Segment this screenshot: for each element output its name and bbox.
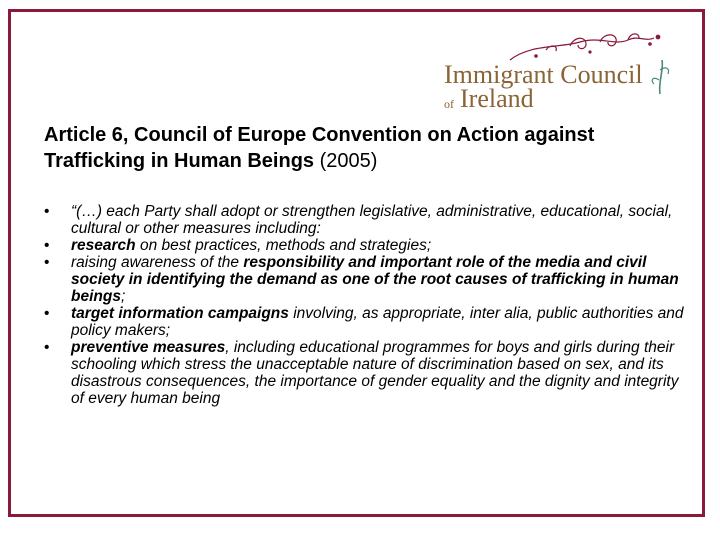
bullet-text-emphasis: research — [71, 237, 136, 254]
bullet-marker: • — [44, 339, 50, 356]
bullet-item — [44, 339, 694, 407]
bullet-text-emphasis: target information campaigns — [71, 305, 289, 322]
bullet-list — [44, 203, 694, 407]
bullet-text: ; — [120, 288, 126, 305]
immigrant-council-logo — [440, 30, 690, 113]
bullet-text: , including educational programmes for boys and girls during their schooling which stress the unacceptable nature of discrimination based on sex, and its disastrous consequences, the importance of gender equality and the dignity and integrity of every human being — [71, 339, 679, 407]
bullet-text: on best practices, methods and strategies; — [135, 237, 432, 254]
slide-title — [44, 122, 684, 174]
bullet-item — [44, 203, 694, 237]
slide-title-main: Article 6, Council of Europe Convention on Action against Trafficking in Human Beings — [44, 124, 595, 172]
bullet-text-emphasis: preventive measures — [71, 339, 226, 356]
bullet-text: raising awareness of the — [71, 254, 244, 271]
logo-text-ireland: Ireland — [460, 84, 534, 113]
logo-text-immigrant-council: Immigrant Council — [444, 60, 643, 89]
bullet-marker: • — [44, 203, 50, 220]
bullet-text: “(…) each Party shall adopt or strengthen legislative, administrative, educational, social, cultural or other measures including: — [71, 203, 673, 237]
bullet-marker: • — [44, 237, 50, 254]
logo-text-of: of — [444, 97, 454, 111]
bullet-marker: • — [44, 305, 50, 322]
bullet-item — [44, 254, 694, 305]
bullet-marker: • — [44, 254, 50, 271]
bullet-text-emphasis: responsibility and important role of the media and civil society in identifying the demand as one of the root causes of trafficking in human beings — [71, 254, 679, 305]
bullet-item — [44, 237, 694, 254]
slide-title-year: (2005) — [319, 150, 378, 172]
bullet-item — [44, 305, 694, 339]
bullet-text: involving, as appropriate, inter alia, public authorities and policy makers; — [71, 305, 684, 339]
